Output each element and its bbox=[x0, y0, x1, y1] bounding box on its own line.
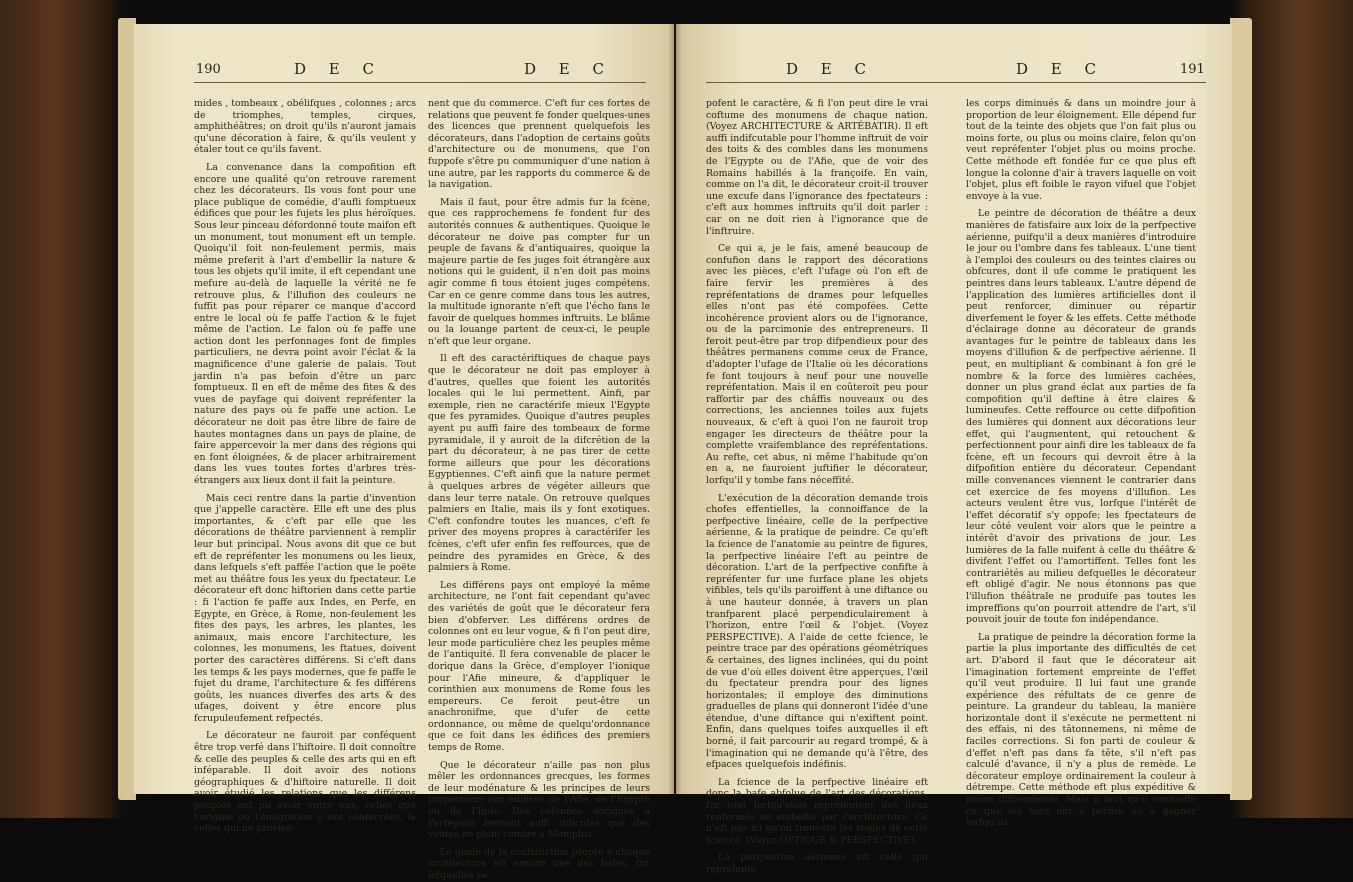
paragraph: La convenance dans la compofition eft encore une qualité qu'on retrouve rarement chez les décorateurs. Ils vous font pour une place publique de comédie, d'aufli fomptueux édifices que pour les fujets les plus héroïques. Sous leur pinceau défordonné toute maifon eft un monument, tout monument eft un temple. Quoiqu'il foit non-feulement permis, mais même preferit à l'art d'embellir la nature & tous les objets qu'il imite, il eft cependant une mefure au-delà de laquelle la vérité ne fe retrouve plus, & l'illufion des couleurs ne fuffit pas pour réparer ce manque d'accord entre le local où fe paffe l'action & le fujet même de l'action. Le falon où fe paffe une action dont les perfonnages font de fimples particuliers, ne devra point avoir l'éclat & la magnificence d'une galerie de palais. Tout jardin n'a pas befoin d'être un parc fomptueux. Il en eft de même des fites & des vues de payfage qui doivent repréfenter la nature des pays où fe paffe une action. Le décorateur ne doit pas être libre de faire de hautes montagnes dans un pays de plaine, de faire appercevoir la mer dans des régions qui en font éloignées, & de placer arbitrairement dans les vues toutes fortes d'arbres très-étrangers aux lieux dont il fait la peinture. bbox=[194, 161, 416, 486]
left-column-2 bbox=[428, 98, 650, 881]
left-page bbox=[134, 24, 674, 881]
running-head-left-1: D E C bbox=[294, 60, 383, 78]
paragraph: La perfpective aérienne eft celle qui repréfente bbox=[706, 852, 928, 875]
left-column-1 bbox=[194, 98, 416, 835]
paragraph: Mais il faut, pour être admis fur la fcène, que ces rapprochemens fe fondent fur des autorités connues & authentiques. Quoique le décorateur ne doive pas compter fur un peuple de favans & d'antiquaires, quoique la majeure partie de fes juges foit étrangère aux notions qui le guident, il n'en doit pas moins agir comme fi tous étoient juges compétens. Car en ce genre comme dans tous les autres, la multitude ignorante n'eft que l'écho fans le favoir de quelques hommes inftruits. Le blâme ou la louange partent de ceux-ci, le peuple n'eft que leur organe. bbox=[428, 196, 650, 347]
paragraph: La pratique de peindre la décoration forme la partie la plus importante des difficultés de cet art. D'abord il faut que le décorateur ait l'imagination fortement empreinte de l'effet qu'il veut produire. Il lui faut une grande expérience des réfultats de ce genre de peinture. La grandeur du tableau, la manière horizontale dont il s'exécute ne permettent ni des effais, ni des tâtonnemens, ni même de faciles corrections. Si fon parti de couleur & d'effet n'eft pas dans fa tête, s'il n'eft pas calculé d'avance, il n'y a plus de remède. Le décorateur employe ordinairement la couleur à détrempe. Cette méthode eft plus expéditive & moins difpendieufe. Mais il faut qu'il connoiffe ce que les tons ont à perdre ou à gagner lorfqu'ils bbox=[966, 631, 1196, 829]
right-column-2 bbox=[966, 98, 1196, 829]
right-column-1 bbox=[706, 98, 928, 875]
paragraph: Le peintre de décoration de théâtre a deux manières de fatisfaire aux loix de la perfpective aérienne, puifqu'il a deux manières d'introduire le jour ou l'ombre dans fes tableaux. L'une tient à l'emploi des couleurs ou des teintes claires ou obfcures, dont il ufe comme le pratiquent les peintres dans leurs tableaux. L'autre dépend de l'application des lumières artificielles dont il peut renforcer, diminuer ou répartir diverfement le foyer & les effets. Cette méthode d'éclairage donne au décorateur de grands avantages fur le peintre de tableaux dans les moyens d'illufion & de perfpective aérienne. Il peut, en multipliant & combinant à fon gré le nombre & la force des lumières cachées, donner un plus grand éclat aux parties de fa compofition qu'il deftine à être claires & lumineufes. Cette reffource ou cette difpofition des lumières qui donnent aux décorations leur effet, qui l'augmentent, qui retouchent & perfectionnent pour ainfi dire les tableaux de fa fcène, eft un fecours qui devroit être à la difpofition entière du décorateur. Cependant mille convenances viennent le contrarier dans cet exercice de fes moyens d'illufion. Les acteurs veulent être vus, lorfque l'intérêt de l'effet décoratif s'y oppofe; les fpectateurs de leur côté veulent voir alors que le peintre a intérêt d'avoir des privations de jour. Les lumières de la falle nuifent à celle du théâtre & divifent l'effet ou l'amortiffent. Telles font les contrariétés au milieu defquelles le décorateur eft obligé d'agir. Ne nous étonnons pas que l'illufion théâtrale ne produife pas toutes les impreffions qu'on pourroit attendre de l'art, s'il pouvoit jouir de toute fon indépendance. bbox=[966, 208, 1196, 626]
paragraph: les corps diminués & dans un moindre jour à proportion de leur éloignement. Elle dépend fur tout de la teinte des objets que l'on fait plus ou moins forte, ou plus ou moins claire, felon qu'on veut repréfenter l'objet plus ou moins proche. Cette méthode eft fondée fur ce que plus eft longue la colonne d'air à travers laquelle on voit l'objet, plus eft foible le rayon vifuel que l'objet envoye à la vue. bbox=[966, 98, 1196, 202]
paragraph: La fcience de la perfpective linéaire eft donc la bafe abfolue de l'art des décorations, fur tout lorfqu'elles repréfentent des lieux renfermés ou embellis par l'architecture. Ce n'eft pas ici qu'on trouvera les règles de cette fcience. (Voyez OPTIQUE & PERSPECTIVE). bbox=[706, 776, 928, 846]
header-rule-right bbox=[706, 82, 1206, 83]
paragraph: L'exécution de la décoration demande trois chofes effentielles, la connoiffance de la perfpective linéaire, celle de la perfpective aérienne, & la pratique de peindre. Ce qu'eft la fcience de l'anatomie au peintre de figures, la perfpective linéaire l'eft au peintre de décoration. L'art de la perfpective confifte à repréfenter fur une furface plane les objets vifibles, tels qu'ils paroiffent à une diftance ou à une hauteur donnée, à travers un plan tranfparent placé perpendiculairement à l'horizon, entre l'œil & l'objet. (Voyez PERSPECTIVE). A l'aide de cette fcience, le peintre trace par des opérations géométriques & certaines, des lignes inclinées, qui du point de vue d'où elles doivent être apperçues, l'œil du fpectateur prendra pour des lignes horizontales; il employe des diminutions graduelles de plans qui donneront l'idée d'une étendue, d'une diftance qui n'exiftent point. Enfin, dans quelques toifes auxquelles il eft borné, il fait parcourir au regard trompé, & à l'imagination qui ne demande qu'à l'être, des efpaces quelquefois indéfinis. bbox=[706, 492, 928, 771]
running-head-left-2: D E C bbox=[524, 60, 613, 78]
paragraph: Ce qui a, je le fais, amené beaucoup de confufion dans le rapport des décorations avec les pièces, c'eft l'ufage où l'on eft de faire fervir les premières à des repréfentations de drames pour lefquelles elles n'ont pas été compofées. Cette incohérence provient alors ou de l'ignorance, ou de la parcimonie des entrepreneurs. Il feroit peut-être par trop difpendieux pour des théâtres permanens comme ceux de France, d'adopter l'ufage de l'Italie où les décorations fe font toujours à neuf pour une nouvelle repréfentation. Mais il en coûteroit peu pour raffortir par des châffis nouveaux ou des corrections, les anciennes toiles aux fujets nouveaux, & c'eft à quoi l'on ne fauroit trop engager les directeurs de théâtre pour la complette vraifemblance des repréfentations. Au refte, cet abus, ni même l'habitude qu'on en a, ne fauroient juftifier le décorateur, lorfqu'il y tombe fans néceffité. bbox=[706, 243, 928, 486]
running-head-right-2: D E C bbox=[1016, 60, 1105, 78]
paragraph: Les différens pays ont employé la même architecture, ne l'ont fait cependant qu'avec des variétés de goût que le décorateur fera bien d'obferver. Les différens ordres de colonnes ont eu leur vogue, & fi l'on peut dire, leur mode particulière chez les peuples même de l'antiquité. Il fera convenable de placer le dorique dans la Grèce, d'employer l'ionique pour l'Afie mineure, & d'appliquer le corinthien aux monumens de Rome fous les empereurs. Ce feroit peut-être un anachronifme, que d'ufer de cette ordonnance, ou même de quelqu'ordonnance que ce foit dans les édifices des premiers temps de Rome. bbox=[428, 579, 650, 754]
paragraph: Mais ceci rentre dans la partie d'invention que j'appelle caractère. Elle eft une des plus importantes, & c'eft par elle que les décorations de théâtre parviennent à remplir leur but principal. Nous avons dit que ce but eft de repréfenter les monumens ou les lieux, dans lefquels s'eft paffée l'action que le poëte met au théâtre fous les yeux du fpectateur. Le décorateur eft donc hiftorien dans cette partie : fi l'action fe paffe aux Indes, en Perfe, en Egypte, en Grèce, à Rome, non-feulement les fites des pays, les arbres, les plantes, les animaux, mais encore l'architecture, les colonnes, les monumens, les ftatues, doivent porter des caractères différens. Si c'eft dans les temps & les pays modernes, que fe paffe le fujet du drame, l'architecture & fes différens goûts, les nuances diverfes des arts & des ufages, doivent y être encore plus fcrupuleufement refpectés. bbox=[194, 492, 416, 724]
book-gutter bbox=[668, 24, 682, 794]
paragraph: nent que du commerce. C'eft fur ces fortes de relations que peuvent fe fonder quelques-unes des licences que prennent quelquefois les décorateurs, dans l'adoption de certains goûts d'architecture ou de monumens, que l'on fuppofe s'être pu communiquer d'une nation à une autre, par les rapports du commerce & de la navigation. bbox=[428, 98, 650, 191]
right-page bbox=[676, 24, 1232, 875]
paragraph: Il eft des caractériftiques de chaque pays que le décorateur ne doit pas employer à d'autres, quelles que foient les autorités locales qui le lui permettent. Ainfi, par exemple, rien ne caractérife mieux l'Egypte que fes pyramides. Quoique d'autres peuples ayent pu auffi faire des tombeaux de forme pyramidale, il y auroit de la difcrétion de la part du décorateur, à ne pas tirer de cette forme ailleurs que pour les décorations Egyptiennes. C'eft ainfi que la nature permet à quelques arbres de végéter ailleurs que dans leur terre natale. On retrouve quelques palmiers en Italie, mais ils y font exotiques. C'eft confondre toutes les nuances, c'eft fe priver des moyens propres à caractérifer les fcènes, c'eft ufer enfin fes reffources, que de peindre des pyramides en Grèce, & des palmiers à Rome. bbox=[428, 353, 650, 574]
page-number-right: 191 bbox=[1180, 62, 1205, 77]
paragraph: Le génie de la conftruction propre à chaque architecture eft encore une des bafes, fur lefquelles re- bbox=[428, 846, 650, 881]
paragraph: Le décorateur ne fauroit par conféquent être trop verfé dans l'hiftoire. Il doit connoître & celle des peuples & celle des arts qui en eft inféparable. Il doit avoir des notions géographiques & d'hiftoire naturelle. Il doit avoir étudié les relations que les différens peuples ont pu avoir entre eux, celles que l'origine ou l'émigration y ont confervées, & celles qui ne provien- bbox=[194, 730, 416, 835]
header-rule-left bbox=[194, 82, 646, 83]
paragraph: Que le décorateur n'aille pas non plus mêler les ordonnances grecques, les formes de leur modénature & les principes de leurs proportions aux édifices de l'Afie, de l'Egypte ou de l'Inde. Des colonnes doriques à Perfépolis feroient auffi ridicules que des voûtes en plein ceintre à Memphis. bbox=[428, 759, 650, 841]
page-number-left: 190 bbox=[196, 62, 221, 77]
right-page-edges bbox=[1230, 18, 1252, 800]
paragraph: pofent le caractère, & fi l'on peut dire le vrai coftume des monumens de chaque nation. (Voyez ARCHITECTURE & ARTÉBATIR). Il eft auffi indifcutable pour l'homme inftruit de voir des toits & des combles dans les monumens de l'Egypte ou de l'Afie, que de voir des Romains habillés à la françoife. En vain, comme on l'a dit, le décorateur croit-il trouver une excufe dans l'ignorance des fpectateurs : c'eft aux hommes inftruits qu'il doit parler : car on ne doit rien à l'ignorance que de l'inftruire. bbox=[706, 98, 928, 237]
running-head-right-1: D E C bbox=[786, 60, 875, 78]
paragraph: mides , tombeaux , obélifques , colonnes ; arcs de triomphes, temples, cirques, amphithéâtres; on droit qu'ils n'auront jamais qu'une décoration à faire, & qu'ils veulent y étaler tout ce qu'ils favent. bbox=[194, 98, 416, 156]
